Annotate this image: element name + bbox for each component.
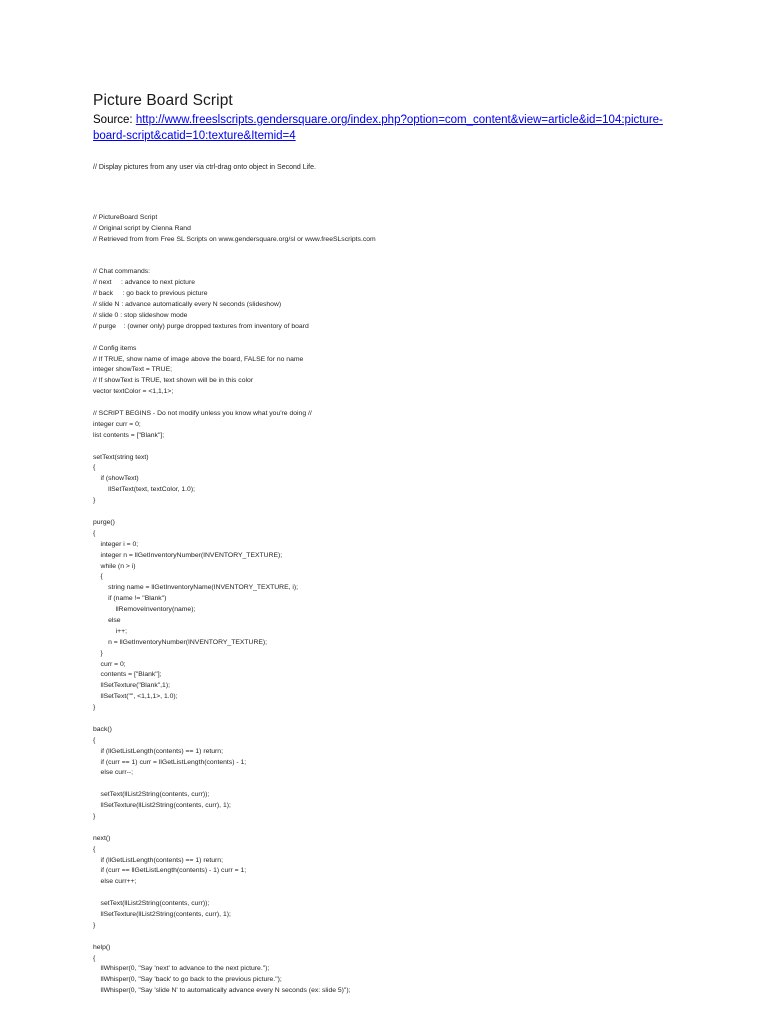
code-line: else curr++; xyxy=(93,878,137,886)
code-line: llSetText("", <1,1,1>, 1.0); xyxy=(93,693,178,701)
code-line: // next : advance to next picture xyxy=(93,279,196,287)
script-code-block xyxy=(93,213,376,997)
code-line: { xyxy=(93,845,96,853)
code-line: // If showText is TRUE, text shown will be in this color xyxy=(93,377,254,385)
code-line xyxy=(93,442,376,453)
code-line xyxy=(93,714,376,725)
code-line: list contents = ["Blank"]; xyxy=(93,431,165,439)
code-line: if (showText) xyxy=(93,475,139,483)
code-line xyxy=(93,932,376,943)
code-line: if (llGetListLength(contents) == 1) return; xyxy=(93,747,223,755)
code-line: } xyxy=(93,704,96,712)
code-line: // Retrieved from from Free SL Scripts on www.gendersquare.org/sl or www.freeSLscripts.com xyxy=(93,235,376,243)
code-line: back() xyxy=(93,725,112,733)
code-line: // purge : (owner only) purge dropped textures from inventory of board xyxy=(93,322,309,330)
code-line: setText(llList2String(contents, curr)); xyxy=(93,791,210,799)
code-line: } xyxy=(93,812,96,820)
code-line: llSetTexture(llList2String(contents, curr), 1); xyxy=(93,802,231,810)
code-line: // SCRIPT BEGINS - Do not modify unless you know what you're doing // xyxy=(93,410,312,418)
intro-comment: // Display pictures from any user via ctrl-drag onto object in Second Life. xyxy=(93,164,316,171)
code-line: // Chat commands: xyxy=(93,268,151,276)
source-link[interactable]: http://www.freeslscripts.gendersquare.org/index.php?option=com_content&view=article&id=104:picture-board-script&catid=10:texture&Itemid=4 xyxy=(93,114,663,142)
code-line: if (curr == llGetListLength(contents) - 1) curr = 1; xyxy=(93,867,247,875)
code-line: { xyxy=(93,573,103,581)
code-line: integer i = 0; xyxy=(93,540,139,548)
code-line: contents = ["Blank"]; xyxy=(93,671,162,679)
code-line: setText(string text) xyxy=(93,453,149,461)
code-line: { xyxy=(93,464,96,472)
code-line: llSetTexture(llList2String(contents, curr), 1); xyxy=(93,911,231,918)
code-line: string name = llGetInventoryName(INVENTORY_TEXTURE, i); xyxy=(93,584,299,592)
code-line: vector textColor = <1,1,1>; xyxy=(93,388,174,396)
code-line: else xyxy=(93,616,121,624)
code-line: llWhisper(0, "Say 'next' to advance to the next picture."); xyxy=(93,965,270,973)
code-line: i++; xyxy=(93,627,127,635)
code-line: while (n > i) xyxy=(93,562,136,570)
code-line: // Original script by Cienna Rand xyxy=(93,224,191,232)
code-line xyxy=(93,779,376,790)
code-line: next() xyxy=(93,834,111,842)
code-line: llSetTexture("Blank",1); xyxy=(93,682,170,690)
code-line: { xyxy=(93,954,96,962)
code-line xyxy=(93,246,376,257)
code-line: n = llGetInventoryNumber(INVENTORY_TEXTURE); xyxy=(93,638,268,646)
source-line xyxy=(93,112,683,144)
code-line: integer n = llGetInventoryNumber(INVENTORY_TEXTURE); xyxy=(93,551,283,559)
code-line: } xyxy=(93,497,96,505)
code-line: } xyxy=(93,649,103,657)
code-line: { xyxy=(93,736,96,744)
page-title: Picture Board Script xyxy=(93,92,233,109)
code-line: help() xyxy=(93,943,111,951)
code-line: // PictureBoard Script xyxy=(93,214,158,221)
code-line xyxy=(93,888,376,899)
code-line: llRemoveInventory(name); xyxy=(93,606,196,614)
source-label: Source: xyxy=(93,114,136,126)
code-line: integer curr = 0; xyxy=(93,420,141,428)
code-line xyxy=(93,823,376,834)
code-line: { xyxy=(93,529,96,537)
code-line xyxy=(93,257,376,268)
code-line xyxy=(93,398,376,409)
code-line: if (name != "Blank") xyxy=(93,595,167,603)
code-line: llSetText(text, textColor, 1.0); xyxy=(93,486,195,494)
code-line xyxy=(93,507,376,518)
code-line: if (curr == 1) curr = llGetListLength(contents) - 1; xyxy=(93,758,247,766)
code-line: // Config items xyxy=(93,344,137,352)
code-line xyxy=(93,333,376,344)
code-line: // back : go back to previous picture xyxy=(93,290,208,298)
code-line: purge() xyxy=(93,518,115,526)
code-line: setText(llList2String(contents, curr)); xyxy=(93,900,210,908)
code-line: integer showText = TRUE; xyxy=(93,366,173,374)
code-line: // slide N : advance automatically every N seconds (slideshow) xyxy=(93,301,282,309)
code-line: // slide 0 : stop slideshow mode xyxy=(93,312,188,320)
code-line: llWhisper(0, "Say 'slide N' to automatically advance every N seconds (ex: slide 5)"); xyxy=(93,987,351,995)
code-line: if (llGetListLength(contents) == 1) return; xyxy=(93,856,223,864)
code-line: // If TRUE, show name of image above the board, FALSE for no name xyxy=(93,355,304,363)
code-line: curr = 0; xyxy=(93,660,126,668)
code-line: llWhisper(0, "Say 'back' to go back to the previous picture."); xyxy=(93,976,282,984)
code-line: } xyxy=(93,921,96,929)
code-line: else curr--; xyxy=(93,769,134,777)
